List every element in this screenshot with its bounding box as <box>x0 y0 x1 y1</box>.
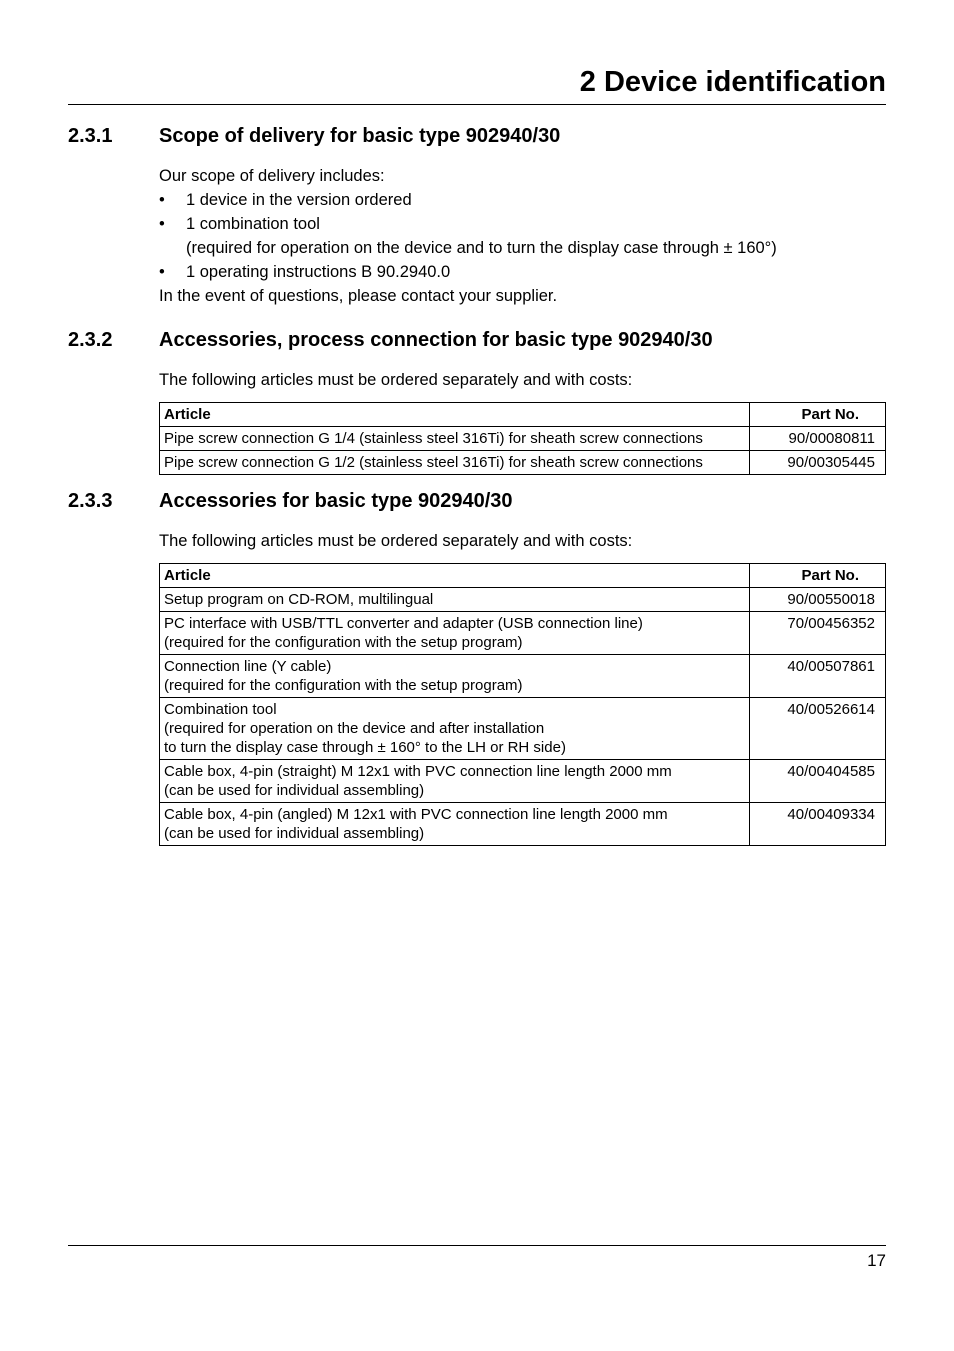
section-heading <box>68 326 886 354</box>
section-title: Accessories, process connection for basic type 902940/30 <box>159 329 713 351</box>
intro-text: Our scope of delivery includes: <box>159 167 385 185</box>
part-number-cell: 90/00305445 <box>750 451 886 475</box>
list-item-text: 1 combination tool <box>186 215 320 233</box>
parts-table <box>159 402 886 475</box>
intro-text: The following articles must be ordered separately and with costs: <box>159 371 633 389</box>
article-cell <box>160 612 750 655</box>
article-cell <box>160 588 750 612</box>
article-line: Setup program on CD-ROM, multilingual <box>164 591 434 608</box>
bullet: • <box>159 215 165 233</box>
parts-table <box>159 563 886 846</box>
table-row <box>160 588 886 612</box>
section-heading <box>68 122 886 150</box>
list-item <box>159 260 886 284</box>
article-line: Combination tool <box>164 701 277 718</box>
article-cell: Pipe screw connection G 1/2 (stainless steel 316Ti) for sheath screw connections <box>160 451 750 475</box>
table-row <box>160 760 886 803</box>
intro-text: The following articles must be ordered separately and with costs: <box>159 532 633 550</box>
section-accessories <box>68 487 886 846</box>
bullet: • <box>159 263 165 281</box>
section-number: 2.3.3 <box>68 490 113 512</box>
article-cell <box>160 803 750 846</box>
table-header-row <box>160 564 886 588</box>
section-number: 2.3.2 <box>68 329 113 351</box>
article-line: PC interface with USB/TTL converter and adapter (USB connection line) <box>164 615 643 632</box>
list-item <box>159 188 886 212</box>
part-number-cell: 90/00550018 <box>750 588 886 612</box>
part-number-cell: 70/00456352 <box>750 612 886 655</box>
section-scope-of-delivery <box>68 122 886 308</box>
list-item <box>159 212 886 260</box>
part-number-cell: 40/00507861 <box>750 655 886 698</box>
table-header-row <box>160 403 886 427</box>
part-number-cell: 90/00080811 <box>750 427 886 451</box>
footer-rule <box>68 1245 886 1246</box>
section-body <box>159 529 886 553</box>
section-body <box>159 164 886 308</box>
article-cell <box>160 698 750 760</box>
column-header-article: Article <box>160 564 750 588</box>
article-cell <box>160 655 750 698</box>
section-process-connection-accessories <box>68 326 886 475</box>
article-line: Cable box, 4-pin (straight) M 12x1 with PVC connection line length 2000 mm <box>164 763 672 780</box>
bullet: • <box>159 191 165 209</box>
table-row <box>160 612 886 655</box>
section-body <box>159 368 886 392</box>
list-item-text: 1 operating instructions B 90.2940.0 <box>186 263 451 281</box>
table-row <box>160 655 886 698</box>
table-row <box>160 803 886 846</box>
table-row <box>160 698 886 760</box>
article-line: (required for the configuration with the setup program) <box>164 634 523 651</box>
article-line: Connection line (Y cable) <box>164 658 332 675</box>
part-number-cell: 40/00526614 <box>750 698 886 760</box>
article-line: (can be used for individual assembling) <box>164 825 425 842</box>
article-line: (required for the configuration with the setup program) <box>164 677 523 694</box>
section-number: 2.3.1 <box>68 125 113 147</box>
list-item-note: (required for operation on the device and to turn the display case through ± 160°) <box>186 239 777 257</box>
article-line: Cable box, 4-pin (angled) M 12x1 with PVC connection line length 2000 mm <box>164 806 668 823</box>
table-row <box>160 427 886 451</box>
outro-text: In the event of questions, please contact your supplier. <box>159 287 558 305</box>
table-row <box>160 451 886 475</box>
part-number-cell: 40/00404585 <box>750 760 886 803</box>
delivery-list <box>159 188 886 284</box>
part-number-cell: 40/00409334 <box>750 803 886 846</box>
article-cell <box>160 760 750 803</box>
list-item-text: 1 device in the version ordered <box>186 191 412 209</box>
column-header-part-no: Part No. <box>750 564 886 588</box>
page-number: 17 <box>867 1251 886 1270</box>
article-line: to turn the display case through ± 160° to the LH or RH side) <box>164 739 566 756</box>
column-header-article: Article <box>160 403 750 427</box>
section-title: Accessories for basic type 902940/30 <box>159 490 513 512</box>
column-header-part-no: Part No. <box>750 403 886 427</box>
article-line: (required for operation on the device and after installation <box>164 720 545 737</box>
article-cell: Pipe screw connection G 1/4 (stainless steel 316Ti) for sheath screw connections <box>160 427 750 451</box>
chapter-title: 2 Device identification <box>579 66 886 98</box>
header-rule <box>68 104 886 105</box>
section-title: Scope of delivery for basic type 902940/30 <box>159 125 561 147</box>
article-line: (can be used for individual assembling) <box>164 782 425 799</box>
section-heading <box>68 487 886 515</box>
